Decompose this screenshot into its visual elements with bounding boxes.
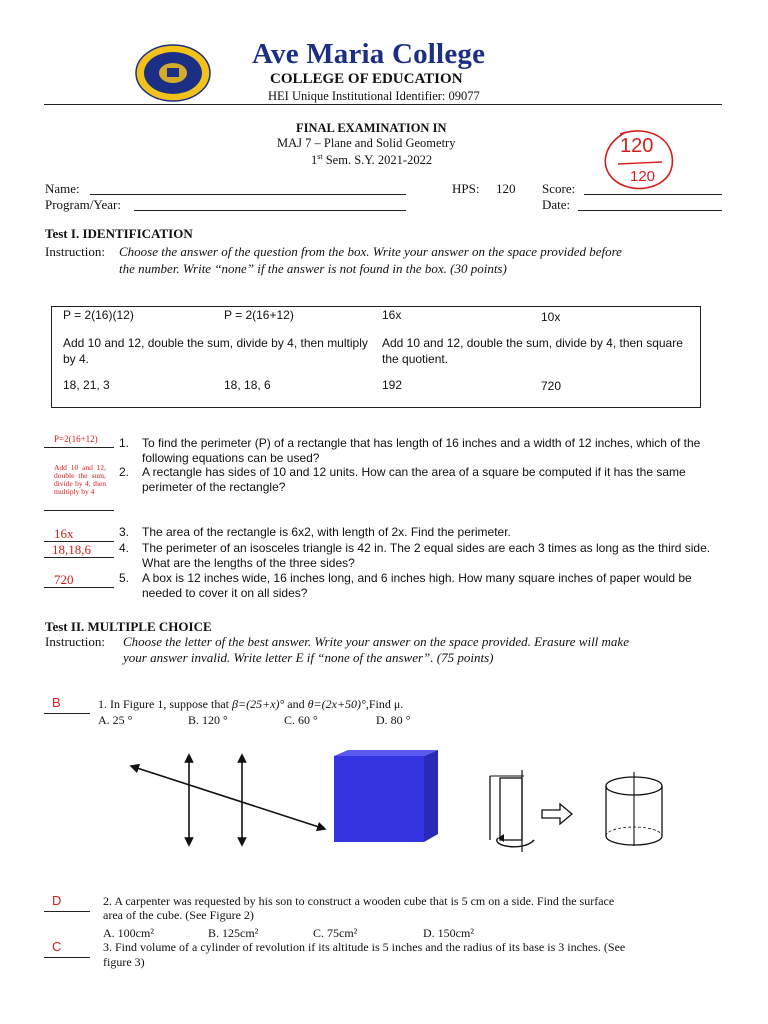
test1-answer-line-4[interactable] [44,557,114,558]
test2-answer-line-3[interactable] [44,957,90,958]
test1-answer-1: P=2(16+12) [54,434,98,444]
hps-value: 120 [496,181,516,196]
figure-2-cube [330,748,440,848]
test2-title: Test II. MULTIPLE CHOICE [45,619,212,634]
college-name: Ave Maria College [252,38,486,70]
choice-r2a: Add 10 and 12, double the sum, divide by 4, then multiply by 4. [63,336,368,366]
test1-question-5: A box is 12 inches wide, 16 inches long, and 6 inches high. How many square inches of paper would be needed to cover it on all sides? [142,571,692,600]
test1-question-1: To find the perimeter (P) of a rectangle that has length of 16 inches and a width of 12 inches, which of the following equations can be used? [142,436,701,465]
test1-instruction-label: Instruction: [45,244,105,259]
figure-1-lines [128,752,328,848]
score-field[interactable] [584,194,722,195]
exam-semester: 1st Sem. S.Y. 2021-2022 [311,152,433,168]
test2-question-2-line1: 2. A carpenter was requested by his son to construct a wooden cube that is 5 cm on a side. Find the surface [103,894,615,908]
name-label: Name: [45,181,80,196]
test1-answer-line-2[interactable] [44,510,114,511]
test1-question-3: The area of the rectangle is 6x2, with length of 2x. Find the perimeter. [142,525,511,539]
program-field[interactable] [134,210,406,211]
test1-qnum-2: 2. [119,465,130,479]
test2-q1-choice-c: C. 60 ° [284,713,318,727]
test2-question-2-line2: area of the cube. (See Figure 2) [103,908,254,922]
test1-answer-5: 720 [54,572,74,587]
choice-r3c3: 192 [382,378,403,392]
test2-q2-choice-d: D. 150cm² [423,926,474,940]
test2-instruction-line1: Choose the letter of the best answer. Write your answer on the space provided. Erasure will make [123,634,629,649]
choice-r3c4: 720 [541,379,562,393]
test1-answer-2: Add 10 and 12, double the sum, divide by 4, then multiply by 4 [54,463,106,496]
college-logo [135,44,211,102]
test2-q1-choice-d: D. 80 ° [376,713,411,727]
test2-instruction-line2: your answer invalid. Write letter E if “none of the answer”. (75 points) [123,650,494,665]
score-mark [600,126,678,198]
name-field[interactable] [90,194,406,195]
figure-3-cylinder [484,766,684,856]
program-label: Program/Year: [45,197,121,212]
header-divider [44,104,722,105]
test1-question-4: The perimeter of an isosceles triangle is 42 in. The 2 equal sides are each 3 times as long as the third side. What are the lengths of the three sides? [142,541,711,570]
date-field[interactable] [578,210,722,211]
test2-answer-3: C [52,939,62,954]
test2-q1-choice-a: A. 25 ° [98,713,133,727]
test2-question-3-line1: 3. Find volume of a cylinder of revolution if its altitude is 5 inches and the radius of its base is 3 inches. (See [103,940,626,954]
test1-title: Test I. IDENTIFICATION [45,226,193,241]
test1-instruction-line2: the number. Write “none” if the answer is not found in the box. (30 points) [119,261,507,276]
choice-r2b: Add 10 and 12, double the sum, divide by 4, then square the quotient. [382,336,683,366]
date-label: Date: [542,197,571,212]
institution-identifier: HEI Unique Institutional Identifier: 09077 [268,89,480,103]
test2-question-1: 1. In Figure 1, suppose that β=(25+x)° and θ=(2x+50)°,Find μ. [98,697,404,711]
test1-answer-4: 18,18,6 [52,542,91,557]
test2-q1-choice-b: B. 120 ° [188,713,228,727]
choice-r3c1: 18, 21, 3 [63,378,110,392]
choice-r1c2: P = 2(16+12) [224,308,294,322]
score-label: Score: [542,181,576,196]
test1-answer-line-1[interactable] [44,447,114,448]
test2-q2-choice-b: B. 125cm² [208,926,259,940]
test2-answer-line-1[interactable] [44,713,90,714]
test2-answer-line-2[interactable] [44,911,90,912]
test2-answer-1: B [52,695,61,710]
test1-answer-3: 16x [54,526,74,541]
choice-r1c4: 10x [541,310,561,324]
choice-r3c2: 18, 18, 6 [224,378,271,392]
department-name: COLLEGE OF EDUCATION [270,71,463,87]
test1-answer-line-5[interactable] [44,587,114,588]
test2-answer-2: D [52,893,62,908]
test1-qnum-4: 4. [119,541,130,555]
test1-instruction-line1: Choose the answer of the question from the box. Write your answer on the space provided before [119,244,622,259]
test1-qnum-3: 3. [119,525,130,539]
test2-question-3-line2: figure 3) [103,955,145,969]
test1-qnum-5: 5. [119,571,130,585]
score-mark-top: 120 [620,135,654,157]
test2-q2-choice-a: A. 100cm² [103,926,154,940]
exam-title: FINAL EXAMINATION IN [296,121,447,135]
hps-label: HPS: [452,181,480,196]
test1-question-2: A rectangle has sides of 10 and 12 units. How can the area of a square be computed if it has the same perimeter of the rectangle? [142,465,686,494]
exam-course: MAJ 7 – Plane and Solid Geometry [277,136,456,150]
test2-instruction-label: Instruction: [45,634,105,649]
test2-q2-choice-c: C. 75cm² [313,926,358,940]
choice-r1c1: P = 2(16)(12) [63,308,134,322]
choice-r1c3: 16x [382,308,402,322]
test1-qnum-1: 1. [119,436,130,450]
score-mark-bottom: 120 [630,168,656,185]
